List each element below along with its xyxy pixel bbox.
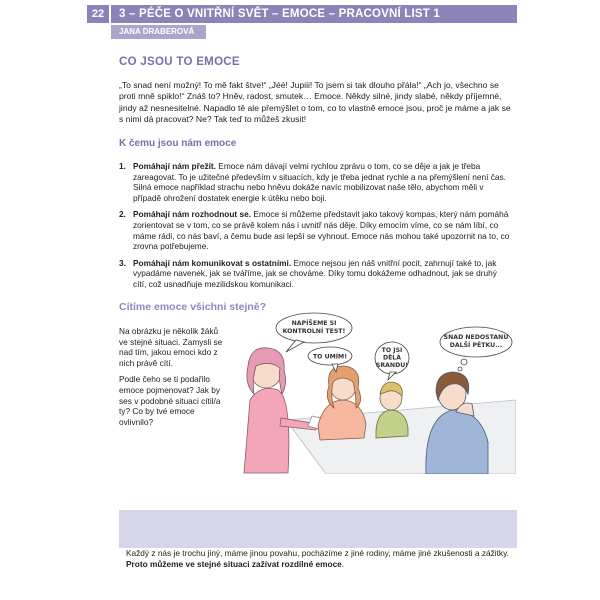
classroom-illustration (226, 308, 516, 474)
small-boy-speech-bubble (375, 342, 409, 380)
boy-bubble-line-1: SNAD NEDOSTANU (443, 334, 509, 341)
teacher-bubble-line-2: KONTROLNÍ TEST! (282, 328, 346, 335)
girl-figure (318, 366, 366, 440)
teacher-bubble-line-1: NAPÍŠEME SI (291, 320, 337, 327)
footer-emphasis: Proto můžeme ve stejné situaci zažívat rozdílné emoce (126, 558, 342, 569)
boy-figure (426, 372, 488, 474)
purpose-list (119, 161, 511, 296)
list-item-text: Emoce si můžeme představit jako takový kompas, který nám pomáhá zorientovat se v tom, co se právě kolem nás i uvnitř nás děje. Díky emocím víme, co se nám líbí, co máme rádi, co nás baví, a čemu bude asi lepší se vyhnout. Emoce nás mohou také upozornit na to, co zrovna potřebujeme. (133, 209, 510, 252)
small-boy-bubble-line-3: SRANDU! (375, 362, 409, 369)
side-text (119, 326, 227, 433)
list-item-number: 3. (119, 257, 126, 268)
answer-band (119, 510, 517, 548)
section-heading-purpose: K čemu jsou nám emoce (119, 138, 237, 149)
list-item-lead: Pomáhají nám přežít. (133, 161, 216, 171)
list-item-lead: Pomáhají nám komunikovat s ostatními. (133, 257, 292, 268)
list-item-number: 1. (119, 161, 126, 171)
girl-bubble-text: TO UMÍM! (312, 353, 348, 361)
list-item (119, 209, 511, 251)
side-paragraph-1: Na obrázku je několik žáků ve stejné situaci. Zamysli se nad tím, jakou emoci kdo z nich právě cítí. (119, 326, 223, 368)
footer-sentence: Každý z nás je trochu jiný, máme jinou povahu, pocházíme z jiné rodiny, máme jiné zkušenosti a zážitky. (126, 548, 509, 558)
small-boy-bubble-line-2: DĚLÁ (382, 354, 402, 362)
list-item-number: 2. (119, 209, 126, 220)
list-item-lead: Pomáhají nám rozhodnout se. (133, 209, 252, 220)
footer-end: . (341, 558, 345, 569)
side-paragraph-2: Podle čeho se ti podařilo emoce pojmenovat? Jak by ses v podobné situaci cítil/a ty? Co by tvé emoce ovlivnilo? (119, 374, 221, 427)
footer-text (126, 548, 514, 570)
list-item-text: Emoce nejsou jen náš vnitřní pocit, zahrnují také to, jak vypadáme navenek, jak se tváříme, jak se chováme. Díky tomu dokážeme odhadnout, jak se druhý cítí, což usnadňuje mezilidskou komunikaci. (133, 257, 497, 289)
list-item-text: Emoce nám dávají velmi rychlou zprávu o tom, co se děje a jak je třeba zareagovat. To je užitečné především v situacích, kdy je třeba jednat rychle a na přemýšlení není čas. Silná emoce například strachu nebo hněvu dokáže navíc mobilizovat naše tělo, abychom měli v případě ohrožení dostatek energie k útěku nebo boji. (133, 161, 506, 203)
list-item (119, 258, 511, 290)
teacher-speech-bubble (276, 313, 352, 352)
boy-bubble-line-2: DALŠÍ PĚTKU... (449, 342, 503, 349)
small-boy-bubble-line-1: TO JSI (381, 347, 403, 354)
page-number: 22 (87, 5, 109, 23)
intro-paragraph: „To snad není možný! To mě fakt štve!“ „Jéé! Jupiii! To jsem si tak dlouho přála!“ „Ach jo, všechno se proti mně spiklo!“ Znáš to? Hněv, radost, smutek… Emoce. Někdy silné, jindy slabé, někdy příjemné, jindy až nesnesitelné. Napadlo tě ale přemýšlet o tom, co to vlastně emoce jsou, proč je máme a jak se s nimi dá pracovat? Ne? Tak teď to můžeš zkusit! (119, 80, 511, 124)
section-heading-emotions: CO JSOU TO EMOCE (119, 56, 240, 68)
section-heading-feelings: Cítíme emoce všichni stejně? (119, 301, 267, 313)
author-name: JANA DRABEROVÁ (119, 27, 195, 36)
list-item (119, 161, 511, 203)
page-title: 3 – PÉČE O VNITŘNÍ SVĚT – EMOCE – PRACOVNÍ LIST 1 (119, 8, 441, 20)
boy-thought-bubble (440, 327, 512, 371)
